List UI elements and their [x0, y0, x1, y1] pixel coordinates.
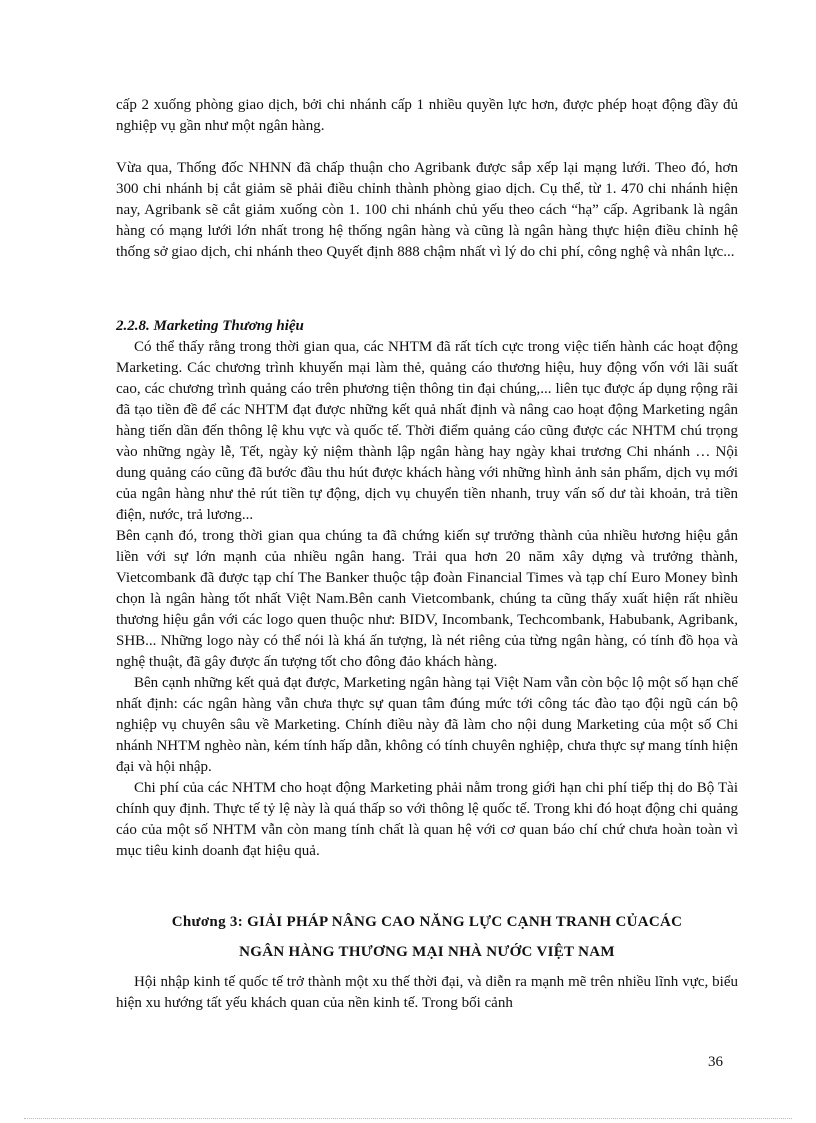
chapter-title-line-2: NGÂN HÀNG THƯƠNG MẠI NHÀ NƯỚC VIỆT NAM — [239, 944, 615, 960]
intro-paragraph-1: cấp 2 xuống phòng giao dịch, bởi chi nhánh cấp 1 nhiều quyền lực hơn, được phép hoạt động đầy đủ nghiệp vụ gần như một ngân hàng. — [116, 97, 738, 134]
section-title: 2.2.8. Marketing Thương hiệu — [116, 318, 304, 334]
intro-paragraph-2: Vừa qua, Thống đốc NHNN đã chấp thuận cho Agribank được sắp xếp lại mạng lưới. Theo đó, hơn 300 chi nhánh bị cắt giảm sẽ phải điều chỉnh thành phòng giao dịch. Cụ thể, từ 1. 470 chi nhánh hiện nay, Agribank sẽ cắt giảm xuống còn 1. 100 chi nhánh chủ yếu theo cách “hạ” cấp. Agribank là ngân hàng có mạng lưới lớn nhất trong hệ thống ngân hàng và cũng là ngân hàng thực hiện điều chỉnh hệ thống sở giao dịch, chi nhánh theo Quyết định 888 chậm nhất vì lý do chi phí, công nghệ và nhân lực... — [116, 160, 738, 260]
footer-divider — [24, 1118, 792, 1119]
section-paragraph-2: Bên cạnh đó, trong thời gian qua chúng ta đã chứng kiến sự trưởng thành của nhiều hương hiệu gắn liền với sự lớn mạnh của nhiều ngân hang. Trải qua hơn 20 năm xây dựng và trưởng thành, Vietcombank đã được tạp chí The Banker thuộc tập đoàn Financial Times và tạp chí Euro Money bình chọn là ngân hàng tốt nhất Việt Nam.Bên canh Vietcombank, chúng ta cũng thấy xuất hiện rất nhiều thương hiệu gắn với các logo quen thuộc như: BIDV, Incombank, Techcombank, Habubank, Agribank, SHB... Những logo này có thể nói là khá ấn tượng, là nét riêng của từng ngân hàng, có tính đồ họa và nghệ thuật, đã gây được ấn tượng tốt cho đông đảo khách hàng. — [116, 528, 738, 670]
chapter-paragraph-1: Hội nhập kinh tế quốc tế trở thành một xu thế thời đại, và diễn ra mạnh mẽ trên nhiều lĩnh vực, biểu hiện xu hướng tất yếu khách quan của nền kinh tế. Trong bối cảnh — [116, 974, 738, 1011]
chapter-title-line-1: Chương 3: GIẢI PHÁP NÂNG CAO NĂNG LỰC CẠNH TRANH CỦACÁC — [171, 914, 683, 930]
page-number: 36 — [708, 1054, 723, 1070]
section-paragraph-1: Có thể thấy rằng trong thời gian qua, các NHTM đã rất tích cực trong việc tiến hành các hoạt động Marketing. Các chương trình khuyến mại làm thẻ, quảng cáo thương hiệu, huy động vốn với lãi suất cao, các chương trình quảng cáo trên phương tiện thông tin đại chúng,... liên tục được áp dụng rộng rãi đã tạo tiền đề để các NHTM đạt được những kết quả nhất định và nâng cao hoạt động Marketing ngân hàng tiến dần đến thông lệ khu vực và quốc tế. Thời điểm quảng cáo cũng được các NHTM chú trọng vào những ngày lễ, Tết, ngày kỷ niệm thành lập ngân hàng hay ngày khai trương Chi nhánh … Nội dung quảng cáo cũng đã bước đầu thu hút được khách hàng với những hình ảnh sản phẩm, dịch vụ mới của ngân hàng như thẻ rút tiền tự động, dịch vụ chuyển tiền nhanh, truy vấn số dư tài khoản, trả tiền điện, nước, trả lương... — [116, 339, 738, 523]
section-marketing — [116, 316, 738, 862]
section-paragraph-4: Chi phí của các NHTM cho hoạt động Marketing phải nằm trong giới hạn chi phí tiếp thị do Bộ Tài chính quy định. Thực tế tỷ lệ này là quá thấp so với thông lệ quốc tế. Trong khi đó hoạt động chi quảng cáo của một số NHTM vẫn còn mang tính chất là quan hệ với cơ quan báo chí chứ chưa hoàn toàn vì mục tiêu kinh doanh đạt hiệu quả. — [116, 780, 738, 859]
chapter-heading — [116, 912, 738, 963]
section-paragraph-3: Bên cạnh những kết quả đạt được, Marketing ngân hàng tại Việt Nam vẫn còn bộc lộ một số hạn chế nhất định: các ngân hàng vẫn chưa thực sự quan tâm đúng mức tới công tác đào tạo đội ngũ cán bộ nghiệp vụ chuyên sâu về Marketing. Chính điều này đã làm cho nội dung Marketing của một số Chi nhánh NHTM nghèo nàn, kém tính hấp dẫn, không có tính chuyên nghiệp, chưa thực sự mang tính hiện đại và hội nhập. — [116, 675, 738, 775]
